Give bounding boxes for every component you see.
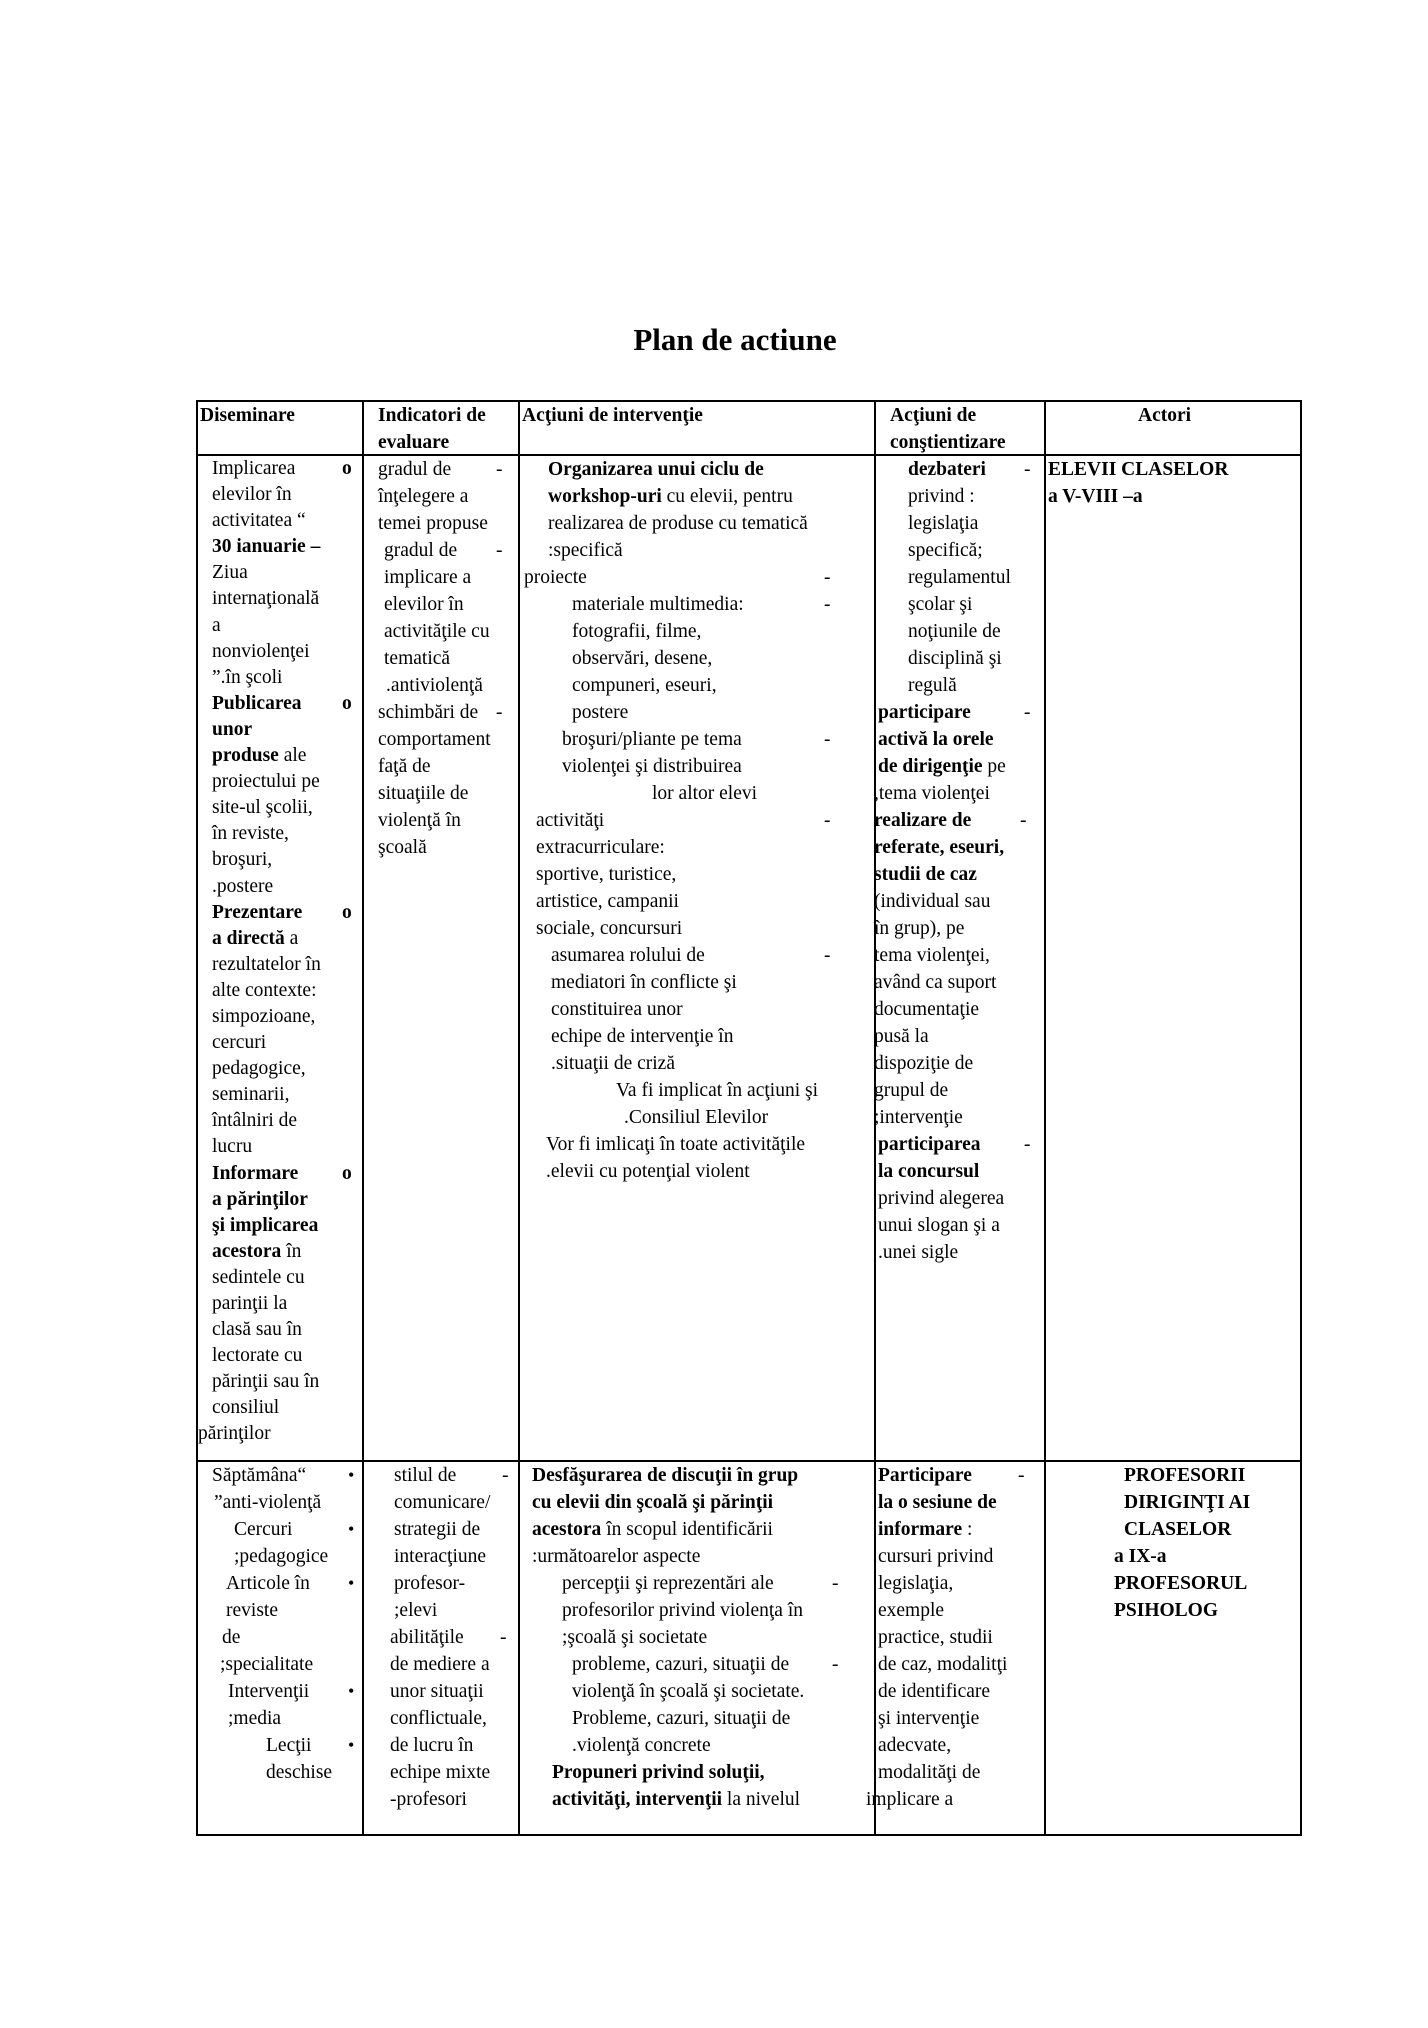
cell-text-line: simpozioane, — [212, 1005, 316, 1027]
cell-text-line: interacţiune — [394, 1546, 487, 1567]
cell-text-line: percepţii şi reprezentări ale - — [532, 1570, 870, 1597]
cell-text-line: conflictuale, — [390, 1708, 487, 1729]
bold-text: participare — [878, 702, 971, 723]
cell-text-line — [212, 1161, 358, 1187]
cell-text-line: a — [212, 614, 221, 636]
cell-text-line: ELEVII CLASELOR — [1048, 459, 1229, 480]
cell-text-line: proiecte - — [524, 564, 869, 591]
list-marker-o: o — [342, 458, 352, 479]
list-dash: - — [496, 702, 503, 723]
cell-text-line: .antiviolenţă — [386, 675, 483, 696]
cell-text-line: .elevii cu potenţial violent — [546, 1161, 750, 1182]
list-dash: - — [502, 1465, 509, 1486]
cell-text-line: fotografii, filme, — [572, 621, 702, 642]
bold-text: a directă — [212, 927, 285, 949]
cell-text-line: unor situaţii — [390, 1681, 484, 1702]
bold-text: Organizarea unui ciclu de — [548, 459, 764, 480]
cell-text-line: şcolar şi — [908, 594, 973, 615]
bold-text: Participare — [878, 1465, 972, 1486]
cell-text-line: seminarii, — [212, 1084, 290, 1106]
bold-text: activă la orele — [878, 729, 994, 750]
cell-text-line: produse ale — [212, 745, 307, 767]
cell-text-line: echipe de intervenţie în — [551, 1026, 734, 1047]
cell-text-line: deschise — [266, 1762, 333, 1783]
cell-text-line: acestora în scopul identificării — [532, 1519, 773, 1540]
cell-text-line — [878, 1158, 1040, 1185]
cell-text-line: comportament — [378, 729, 491, 750]
cell-text-line: parinţii la — [212, 1293, 288, 1314]
list-marker-o: o — [342, 1162, 352, 1184]
cell-text-line: elevilor în — [212, 484, 292, 506]
cell-text-line: site-ul şcolii, — [212, 797, 313, 819]
cell-text-line: informare : — [878, 1519, 973, 1540]
bold-text: Informare — [212, 1162, 299, 1184]
cell-text-line: privind : — [908, 486, 975, 507]
cell-text-line: şi intervenţie — [878, 1708, 980, 1729]
bold-text: workshop-uri — [548, 486, 662, 507]
cell-text-line: .postere — [212, 875, 274, 897]
cell-text-line: disciplină şi — [908, 648, 1002, 669]
cell-text-line — [878, 699, 1040, 726]
cell-text-line: gradul de - — [378, 456, 514, 483]
cell-text-line: de identificare — [878, 1681, 991, 1702]
bold-text: Prezentare — [212, 901, 303, 923]
cell-text-line: profesorilor privind violenţa în — [562, 1600, 803, 1621]
cell-text-line: consiliul — [212, 1397, 280, 1419]
cell-text-line: activităţile cu — [384, 621, 490, 642]
bullet-icon: • — [348, 1573, 355, 1593]
cell-text-line: Probleme, cazuri, situaţii de — [572, 1708, 791, 1729]
cell-text-line: cursuri privind — [878, 1546, 994, 1567]
bullet-icon: • — [348, 1735, 355, 1755]
row2-diseminare-cell — [212, 1462, 358, 1786]
bold-text: acestora — [532, 1519, 602, 1540]
cell-text-line: violenţei şi distribuirea — [562, 756, 742, 777]
cell-text-line: a directă a — [212, 927, 299, 949]
bold-text: Propuneri privind soluţii, — [552, 1762, 765, 1783]
list-dash: - — [496, 540, 503, 561]
list-dash: - — [824, 810, 831, 831]
cell-text-line: situaţiile de — [378, 783, 469, 804]
cell-text-line: violenţă în — [378, 810, 461, 831]
bold-text: a părinţilor — [212, 1188, 308, 1210]
bold-text: dezbateri — [908, 459, 986, 480]
cell-text-line: de mediere a — [390, 1654, 490, 1675]
cell-text-line: acestora în — [212, 1240, 302, 1262]
cell-text-line: .situaţii de criză — [551, 1053, 675, 1074]
cell-text-line: în reviste, — [212, 823, 289, 845]
list-dash: - — [824, 594, 831, 615]
cell-text-line: observări, desene, — [572, 648, 713, 669]
row2-actori-cell — [1048, 1462, 1298, 1624]
cell-text-line: postere — [572, 702, 629, 723]
cell-text-line: legislaţia, — [878, 1573, 954, 1594]
cell-text-line: exemple — [878, 1600, 945, 1621]
cell-text-line: ;elevi — [394, 1600, 438, 1621]
bold-text: de dirigenţie — [878, 756, 983, 777]
cell-text-line — [878, 1131, 1040, 1158]
cell-text-line: de lucru în — [390, 1735, 474, 1756]
cell-text-line — [878, 1489, 1040, 1516]
cell-text-line: de — [222, 1627, 241, 1648]
cell-text-line: abilităţile - — [390, 1624, 514, 1651]
cell-text-line: ;şcoală şi societate — [562, 1627, 708, 1648]
cell-text-line: mediatori în conflicte şi — [551, 972, 737, 993]
cell-text-line: Cercuri • — [212, 1516, 358, 1543]
cell-text-line: broşuri/pliante pe tema - — [524, 726, 869, 753]
cell-text-line: specifică; — [908, 540, 983, 561]
column-divider — [1044, 402, 1046, 1834]
cell-text-line: proiectului pe — [212, 771, 320, 793]
cell-text-line: Articole în • — [212, 1570, 358, 1597]
cell-text-line: extracurriculare: — [536, 837, 665, 858]
cell-text-line — [532, 1759, 870, 1786]
cell-text-line: asumarea rolului de - — [524, 942, 869, 969]
cell-text-line: ;intervenţie — [874, 1107, 963, 1128]
cell-text-line: tema violenţei, — [874, 945, 990, 966]
cell-text-line: profesor- — [394, 1573, 466, 1594]
cell-text-line — [212, 1187, 358, 1213]
cell-text-line: .unei sigle — [878, 1242, 959, 1263]
cell-text-line: sportive, turistice, — [536, 864, 677, 885]
cell-text-line: PSIHOLOG — [1114, 1600, 1219, 1621]
cell-text-line — [212, 1213, 358, 1239]
cell-text-line: Intervenţii • — [212, 1678, 358, 1705]
cell-text-line: constituirea unor — [551, 999, 683, 1020]
bold-text: realizare de — [874, 810, 972, 831]
cell-text-line: probleme, cazuri, situaţii de - — [532, 1651, 870, 1678]
cell-text-line: ,tema violenţei — [874, 783, 990, 804]
page-title: Plan de actiune — [633, 322, 837, 357]
cell-text-line: în grup), pe — [874, 918, 965, 939]
cell-text-line: strategii de — [394, 1519, 481, 1540]
header-diseminare: Diseminare — [200, 405, 295, 426]
cell-text-line — [212, 691, 358, 717]
cell-text-line: şcoală — [378, 837, 427, 858]
list-dash: - — [1018, 1465, 1025, 1486]
bold-text: cu elevii din şcoală şi părinţii — [532, 1492, 774, 1513]
bold-text: acestora — [212, 1240, 282, 1262]
cell-text-line: ;specialitate — [220, 1654, 314, 1675]
cell-text-line: regulă — [908, 675, 957, 696]
list-dash: - — [824, 729, 831, 750]
cell-text-line: implicare a — [384, 567, 472, 588]
list-marker-o: o — [342, 901, 352, 923]
list-dash: - — [1024, 459, 1031, 480]
cell-text-line: workshop-uri cu elevii, pentru — [548, 486, 793, 507]
cell-text-line: părinţii sau în — [212, 1371, 320, 1393]
cell-text-line: pusă la — [874, 1026, 929, 1047]
cell-text-line — [878, 1462, 1040, 1489]
cell-text-line: legislaţia — [908, 513, 979, 534]
list-dash: - — [824, 945, 831, 966]
cell-text-line: :următoarelor aspecte — [532, 1546, 701, 1567]
cell-text-line: elevilor în — [384, 594, 464, 615]
header-constientizare-line2: conştientizare — [890, 432, 1006, 453]
cell-text-line: comunicare/ — [394, 1492, 491, 1513]
bold-text: unor — [212, 718, 253, 740]
cell-text-line: gradul de - — [378, 537, 514, 564]
header-indicatori-line2: evaluare — [378, 432, 450, 453]
cell-text-line: Săptămâna“ • — [212, 1462, 358, 1489]
cell-text-line: violenţă în şcoală şi societate. — [572, 1681, 805, 1702]
cell-text-line: echipe mixte — [390, 1762, 491, 1783]
bold-text: Publicarea — [212, 692, 302, 714]
cell-text-line: privind alegerea — [878, 1188, 1005, 1209]
cell-text-line: dispoziţie de — [874, 1053, 974, 1074]
header-indicatori — [378, 402, 486, 456]
cell-text-line: schimbări de - — [378, 699, 514, 726]
cell-text-line: DIRIGINŢI AI — [1124, 1492, 1251, 1513]
cell-text-line — [524, 456, 869, 483]
row2-indicatori-cell — [392, 1462, 514, 1813]
list-dash: - — [1024, 1134, 1031, 1155]
bold-text: şi implicarea — [212, 1214, 319, 1236]
cell-text-line — [212, 717, 358, 743]
cell-text-line — [874, 807, 1040, 834]
cell-text-line — [874, 861, 1040, 888]
cell-text-line — [874, 834, 1040, 861]
row1-constientizare-cell — [874, 456, 1040, 1266]
cell-text-line — [212, 900, 358, 926]
bold-text: informare — [878, 1519, 963, 1540]
cell-text-line: cercuri — [212, 1032, 267, 1054]
cell-text-line: ”.în şcoli — [212, 666, 283, 688]
cell-text-line: de caz, modalitţi — [878, 1654, 1008, 1675]
row1-diseminare-cell — [198, 456, 358, 1448]
cell-text-line: reviste — [226, 1600, 278, 1621]
cell-text-line: adecvate, — [878, 1735, 952, 1756]
cell-text-line: sedintele cu — [212, 1266, 305, 1288]
list-dash: - — [832, 1573, 839, 1594]
row2-constientizare-cell — [866, 1462, 1040, 1813]
cell-text-line: PROFESORII — [1124, 1465, 1246, 1486]
cell-text-line: Ziua — [212, 562, 248, 584]
cell-text-line: modalităţi de — [878, 1762, 981, 1783]
list-dash: - — [832, 1654, 839, 1675]
header-actori: Actori — [1138, 405, 1192, 426]
cell-text-line: întâlniri de — [212, 1110, 298, 1132]
row1-actori-cell — [1048, 456, 1298, 510]
cell-text-line: unui slogan şi a — [878, 1215, 1000, 1236]
cell-text-line: stilul de - — [392, 1462, 514, 1489]
cell-text-line: artistice, campanii — [536, 891, 679, 912]
cell-text-line: CLASELOR — [1124, 1519, 1232, 1540]
cell-text-line: având ca suport — [874, 972, 997, 993]
cell-text-line: înţelegere a — [378, 486, 469, 507]
cell-text-line: alte contexte: — [212, 979, 317, 1001]
list-dash: - — [1024, 702, 1031, 723]
cell-text-line: lucru — [212, 1136, 253, 1158]
list-dash: - — [1020, 810, 1027, 831]
cell-text-line: .Consiliul Elevilor — [624, 1107, 769, 1128]
cell-text-line — [532, 1489, 870, 1516]
list-dash: - — [496, 459, 503, 480]
cell-text-line: nonviolenţei — [212, 640, 310, 662]
cell-text-line: ”anti-violenţă — [214, 1492, 322, 1513]
cell-text-line: Va fi implicat în acţiuni şi — [616, 1080, 818, 1101]
cell-text-line: (individual sau — [874, 891, 991, 912]
bold-text: referate, eseuri, — [874, 837, 1005, 858]
bold-text: 30 ianuarie – — [212, 536, 321, 558]
cell-text-line — [212, 534, 358, 560]
header-actiuni-constientizare — [890, 402, 1006, 456]
cell-text-line: broşuri, — [212, 849, 273, 871]
cell-text-line: faţă de — [378, 756, 431, 777]
bold-text: la o sesiune de — [878, 1492, 997, 1513]
cell-text-line: :specifică — [548, 540, 623, 561]
cell-text-line: lectorate cu — [212, 1345, 303, 1367]
bold-text: la concursul — [878, 1161, 980, 1182]
bullet-icon: • — [348, 1519, 355, 1539]
cell-text-line: PROFESORUL — [1114, 1573, 1248, 1594]
cell-text-line: -profesori — [390, 1789, 467, 1810]
cell-text-line: .violenţă concrete — [572, 1735, 711, 1756]
header-constientizare-line1: Acţiuni de — [890, 405, 977, 426]
cell-text-line: tematică — [384, 648, 451, 669]
bullet-icon: • — [348, 1465, 355, 1485]
column-divider — [518, 402, 520, 1834]
cell-text-line: a V-VIII –a — [1048, 486, 1143, 507]
cell-text-line: rezultatelor în — [212, 953, 321, 975]
cell-text-line: materiale multimedia: - — [524, 591, 869, 618]
header-indicatori-line1: Indicatori de — [378, 405, 486, 426]
cell-text-line: grupul de — [874, 1080, 949, 1101]
bold-text: studii de caz — [874, 864, 977, 885]
cell-text-line: pedagogice, — [212, 1058, 306, 1080]
cell-text-line: Lecţii • — [212, 1732, 358, 1759]
cell-text-line: lor altor elevi — [652, 783, 758, 804]
cell-text-line: clasă sau în — [212, 1319, 302, 1341]
cell-text-line: Vor fi imlicaţi în toate activităţile — [546, 1134, 806, 1155]
cell-text-line — [878, 456, 1040, 483]
cell-text-line: activitatea “ — [212, 510, 306, 532]
cell-text-line: părinţilor — [198, 1423, 271, 1445]
cell-text-line: practice, studii — [878, 1627, 993, 1648]
cell-text-line: a IX-a — [1114, 1546, 1167, 1567]
row1-interventie-cell — [524, 456, 869, 1185]
row2-interventie-cell — [532, 1462, 870, 1813]
column-divider — [362, 402, 364, 1834]
action-plan-table — [196, 400, 1302, 1836]
cell-text-line: implicare a — [866, 1789, 954, 1810]
list-dash: - — [824, 567, 831, 588]
row1-indicatori-cell — [378, 456, 514, 861]
bold-text: Desfăşurarea de discuţii în grup — [532, 1465, 799, 1486]
bold-text: produse — [212, 745, 279, 767]
cell-text-line: ;media — [228, 1708, 282, 1729]
cell-text-line: temei propuse — [378, 513, 488, 534]
cell-text-line: compuneri, eseuri, — [572, 675, 717, 696]
cell-text-line: Implicarea o — [212, 456, 358, 482]
cell-text-line — [532, 1462, 870, 1489]
bullet-icon: • — [348, 1681, 355, 1701]
cell-text-line: documentaţie — [874, 999, 980, 1020]
cell-text-line: internaţională — [212, 588, 320, 610]
cell-text-line: sociale, concursuri — [536, 918, 683, 939]
cell-text-line: de dirigenţie pe — [878, 756, 1006, 777]
cell-text-line: realizarea de produse cu tematică — [548, 513, 808, 534]
cell-text-line: ;pedagogice — [234, 1546, 329, 1567]
header-actiuni-interventie: Acţiuni de intervenţie — [522, 405, 703, 426]
list-dash: - — [500, 1627, 507, 1648]
cell-text-line: regulamentul — [908, 567, 1011, 588]
list-marker-o: o — [342, 692, 352, 714]
bold-text: activităţi, intervenţii — [552, 1789, 723, 1810]
cell-text-line: noţiunile de — [908, 621, 1001, 642]
bold-text: participarea — [878, 1134, 981, 1155]
cell-text-line — [878, 726, 1040, 753]
cell-text-line: activităţi, intervenţii la nivelul — [552, 1789, 801, 1810]
cell-text-line: activităţi - — [524, 807, 869, 834]
